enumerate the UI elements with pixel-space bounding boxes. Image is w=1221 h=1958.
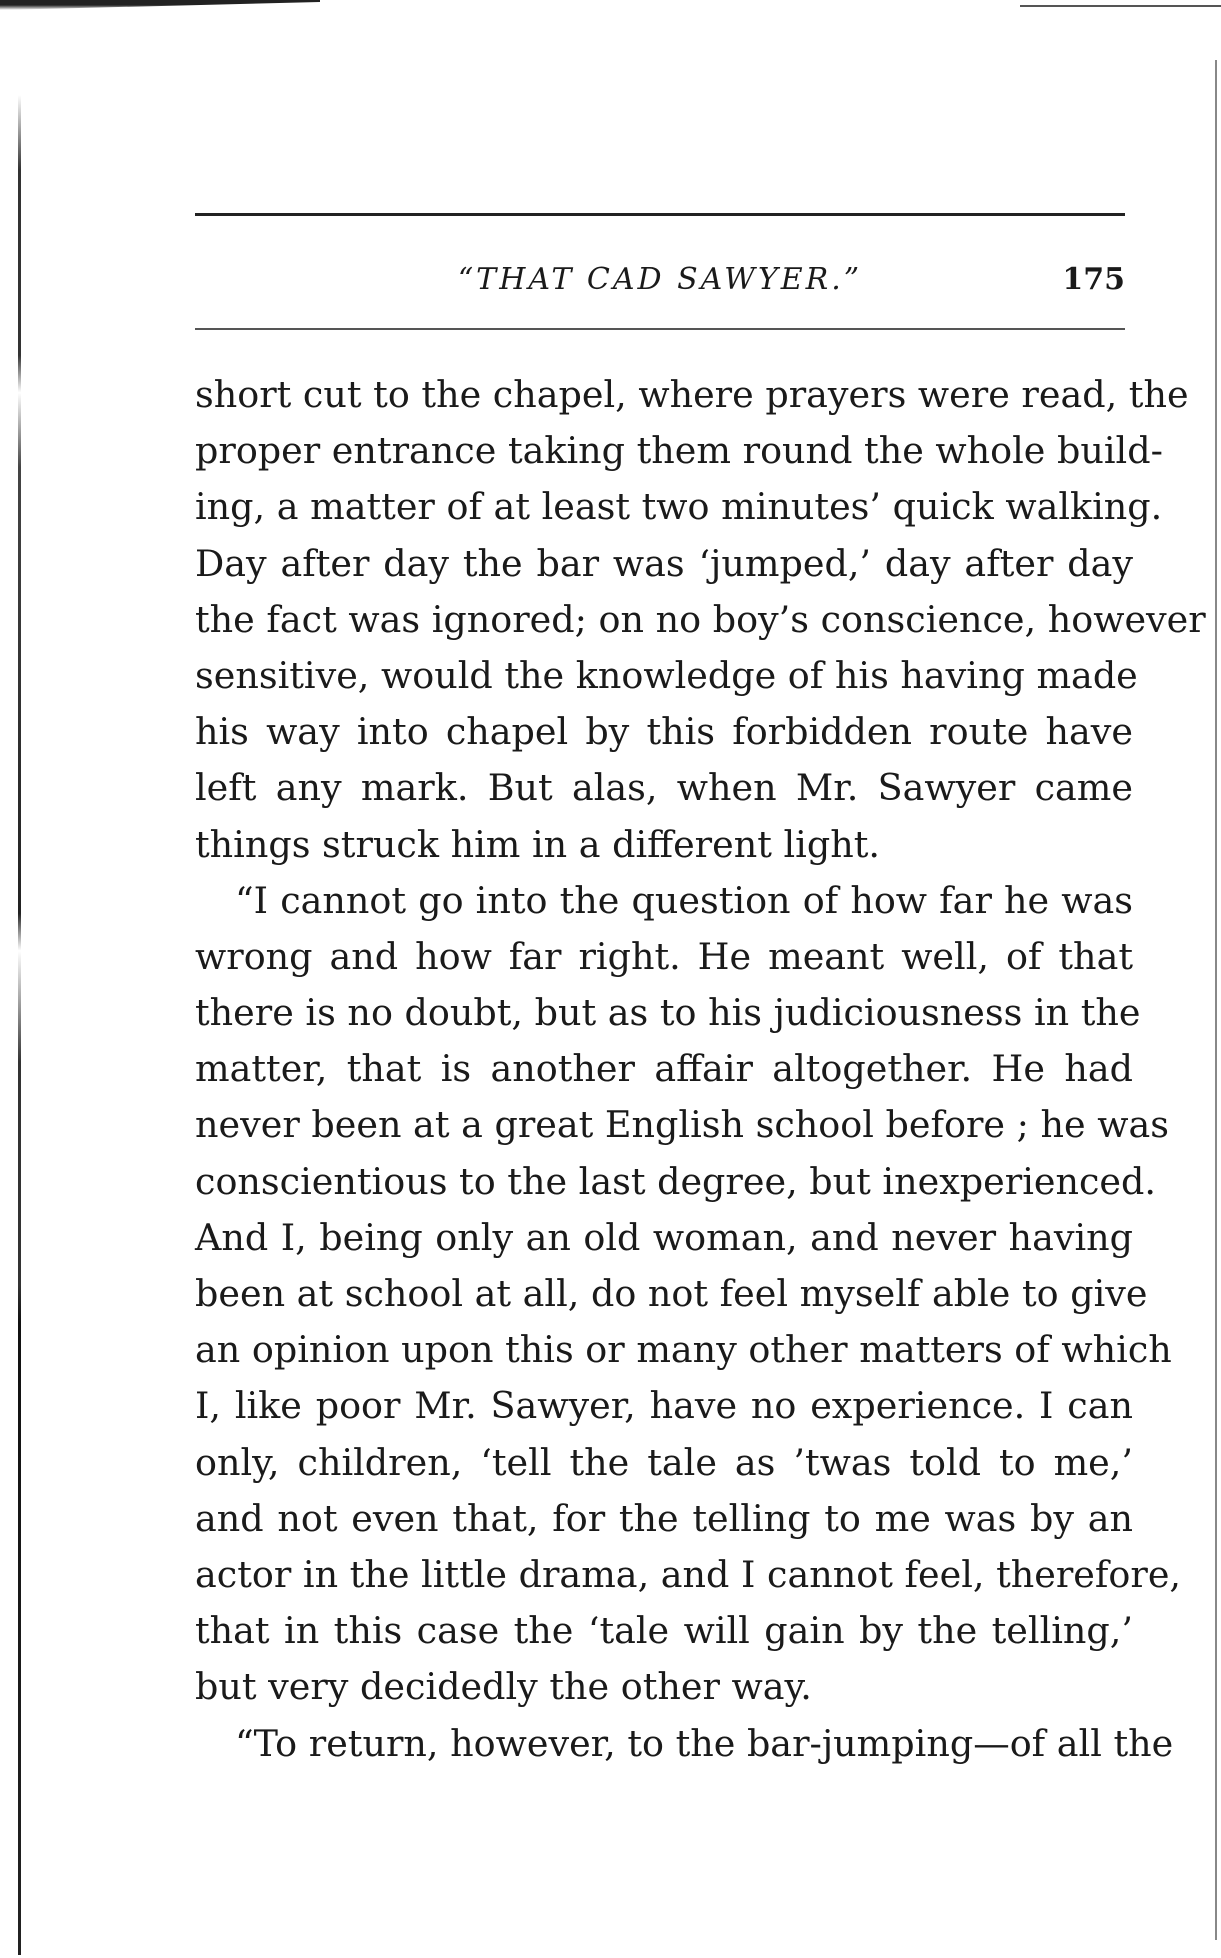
text-line: “To return, however, to the bar-jumping—of all the [235,1721,1174,1765]
text-line: ing, a matter of at least two minutes’ quick walking. [195,485,1163,529]
text-line: been at school at all, do not feel myself able to give [195,1272,1148,1315]
text-line: and not even that, for the telling to me was by an [195,1496,1133,1540]
text-line: there is no doubt, but as to his judiciousness in the [195,991,1141,1035]
text-line: but very decidedly the other way. [195,1665,812,1709]
text-line: left any mark. But alas, when Mr. Sawyer came [195,766,1133,810]
text-line: Day after day the bar was ‘jumped,’ day after day [195,541,1133,585]
running-title: “THAT CAD SAWYER.” [457,262,863,297]
text-line: sensitive, would the knowledge of his having made [195,653,1138,697]
text-line: never been at a great English school before ; he was [195,1103,1169,1147]
page-number: 175 [1062,262,1125,297]
text-line: an opinion upon this or many other matters of which [195,1328,1172,1372]
text-line: that in this case the ‘tale will gain by the telling,’ [195,1609,1133,1653]
scan-edge-top-right [1020,5,1221,7]
scan-edge-right [1215,60,1217,1940]
text-line: things struck him in a different light. [195,822,880,866]
text-line: actor in the little drama, and I cannot feel, therefore, [195,1552,1182,1596]
text-line: And I, being only an old woman, and never having [195,1215,1133,1259]
scan-edge-left [18,95,21,1955]
text-line: conscientious to the last degree, but inexperienced. [195,1159,1156,1203]
text-line: “I cannot go into the question of how far he was [235,878,1133,922]
text-line: the fact was ignored; on no boy’s conscience, however [195,597,1206,641]
scan-edge-top [0,0,320,10]
text-line: matter, that is another affair altogether. He had [195,1047,1133,1091]
header-rule-bottom [195,328,1125,330]
running-head [195,262,1125,306]
text-line: proper entrance taking them round the whole build- [195,429,1163,473]
header-rule-top [195,213,1125,216]
text-line: only, children, ‘tell the tale as ’twas told to me,’ [195,1440,1133,1484]
text-line: short cut to the chapel, where prayers were read, the [195,373,1189,416]
body-text [195,367,1206,1772]
text-line: wrong and how far right. He meant well, of that [195,934,1133,978]
text-line: I, like poor Mr. Sawyer, have no experience. I can [195,1384,1133,1428]
text-line: his way into chapel by this forbidden route have [195,710,1133,754]
